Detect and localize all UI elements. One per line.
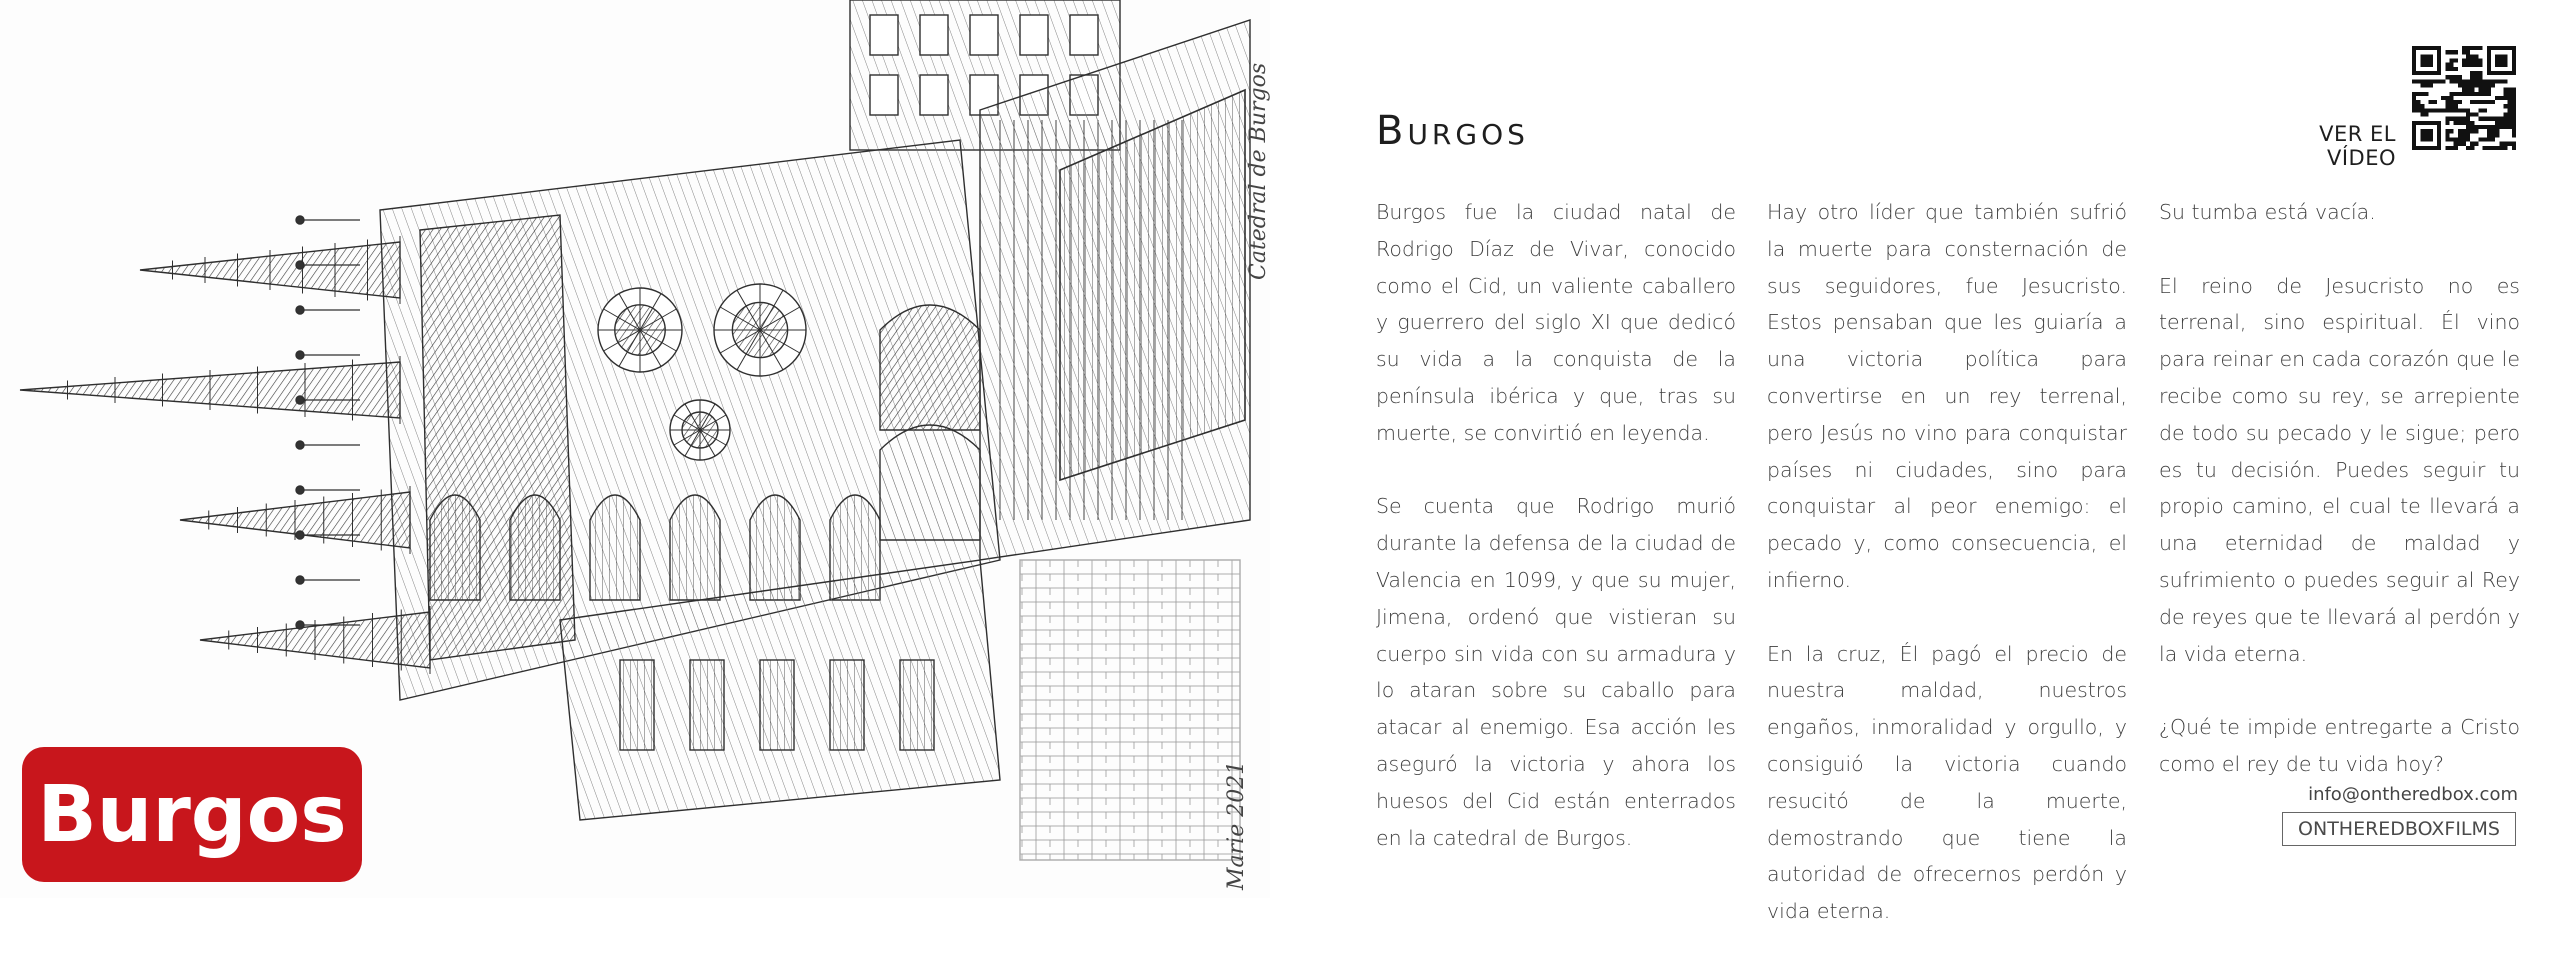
- video-link-label[interactable]: VER EL VÍDEO: [2319, 122, 2396, 170]
- paragraph: ¿Qué te impide entregarte a Cristo como el rey de tu vida hoy?: [2159, 715, 2520, 776]
- city-badge-label: Burgos: [37, 769, 347, 860]
- city-badge: [22, 747, 362, 882]
- brand-logo: [2282, 812, 2516, 846]
- paragraph: El reino de Jesucristo no es terrenal, sino espiritual. Él vino para reinar en cada corazón que le recibe como su rey, se arrepiente de todo su pecado y le sigue; pero es tu decisión. Puedes seguir tu propio camino, el cual te llevará a una eternidad de maldad y sufrimiento o puedes seguir al Rey de reyes que te llevará al perdón y la vida eterna.: [2159, 273, 2520, 666]
- paragraph: En la cruz, Él pagó el precio de nuestra maldad, nuestros engaños, inmoralidad y orgullo, y consiguió la victoria cuando resucitó de la muerte, demostrando que tiene la autoridad de ofrecernos perdón y vida eterna.: [1767, 641, 2127, 924]
- paragraph: Hay otro líder que también sufrió la muerte para consternación de sus seguidores, fue Jesucristo. Estos pensaban que les guiaría a una victoria política para convertirse en un rey terrenal, pero Jesús no vino para conquistar países ni ciudades, sino para conquistar al peor enemigo: el pecado y, como consecuencia, el infierno.: [1767, 200, 2127, 592]
- text-column-1: [1376, 194, 1736, 893]
- paragraph: Se cuenta que Rodrigo murió durante la defensa de la ciudad de Valencia en 1099, y que su mujer, Jimena, ordenó que vistieran su cuerpo sin vida con su armadura y lo ataran sobre su caballo para atacar al enemigo. Esa acción les aseguró la victoria y ahora los huesos del Cid están enterrados en la catedral de Burgos.: [1376, 494, 1736, 850]
- illustration-signature: [1205, 720, 1265, 920]
- paragraph: Su tumba está vacía.: [2159, 200, 2376, 224]
- brand-logo-text: ONTHEREDBOXFILMS: [2298, 818, 2500, 840]
- text-column-3: [2159, 194, 2520, 820]
- text-column-2: [1767, 194, 2127, 967]
- contact-email[interactable]: info@ontheredbox.com: [2308, 784, 2518, 805]
- paragraph: Burgos fue la ciudad natal de Rodrigo Díaz de Vivar, conocido como el Cid, un valiente caballero y guerrero del siglo XI que dedicó su vida a la conquista de la península ibérica y que, tras su muerte, se convirtió en leyenda.: [1376, 200, 1736, 445]
- article-title: Burgos: [1376, 108, 1529, 154]
- illustration-caption: [1230, 62, 1290, 340]
- cathedral-illustration: [0, 0, 1270, 898]
- qr-code-icon[interactable]: [2412, 46, 2516, 150]
- caption-text: Catedral de Burgos: [1246, 62, 1271, 280]
- signature-text: Marie 2021: [1224, 760, 1249, 890]
